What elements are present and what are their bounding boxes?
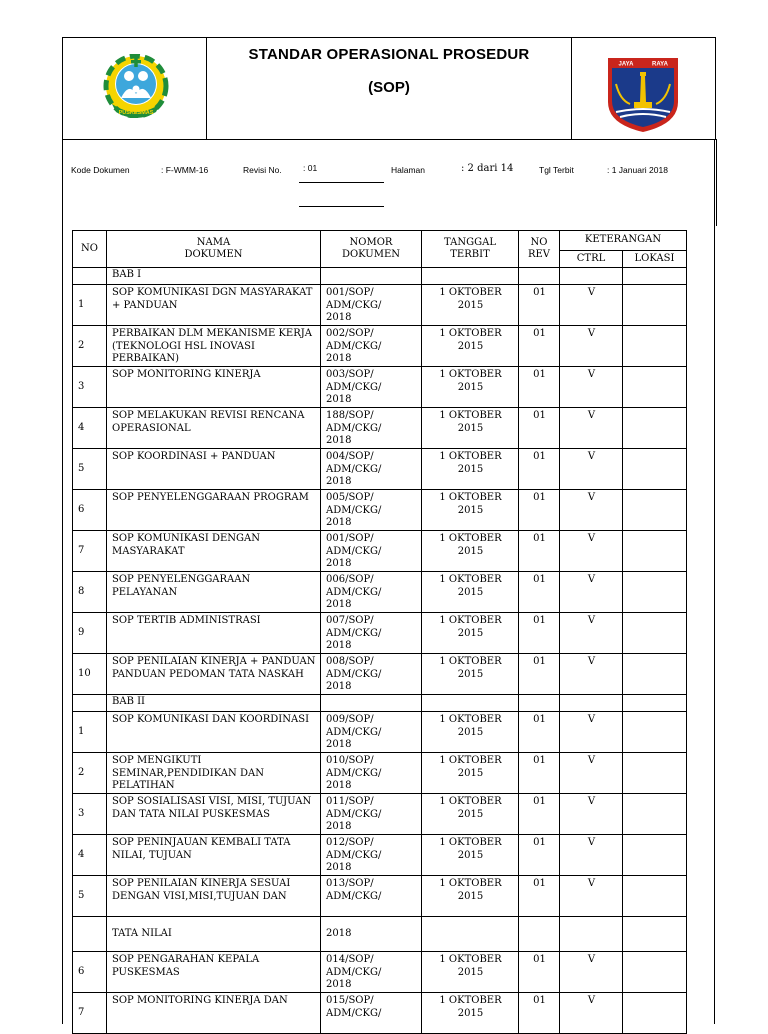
table-row <box>73 835 687 876</box>
row-tanggal-terbit: 1 OKTOBER 2015 <box>422 490 519 531</box>
row-no-rev: 01 <box>519 654 560 695</box>
row-tanggal-terbit: 1 OKTOBER 2015 <box>422 876 519 917</box>
row-tanggal-terbit: 1 OKTOBER 2015 <box>422 572 519 613</box>
row-nama-dokumen: TATA NILAI <box>107 917 321 952</box>
row-empty-cell <box>623 917 687 952</box>
row-no: 2 <box>73 753 107 794</box>
row-empty-cell <box>422 917 519 952</box>
table-row <box>73 712 687 753</box>
row-empty-cell <box>422 695 519 712</box>
row-tanggal-terbit: 1 OKTOBER 2015 <box>422 993 519 1034</box>
header-ctrl: CTRL <box>560 251 623 268</box>
row-no-rev: 01 <box>519 326 560 367</box>
row-ctrl: V <box>560 367 623 408</box>
table-row <box>73 695 687 712</box>
row-no: 8 <box>73 572 107 613</box>
row-tanggal-terbit: 1 OKTOBER 2015 <box>422 449 519 490</box>
row-no-rev: 01 <box>519 952 560 993</box>
row-ctrl: V <box>560 794 623 835</box>
row-no: 6 <box>73 952 107 993</box>
row-lokasi <box>623 835 687 876</box>
row-nomor-dokumen: 013/SOP/ ADM/CKG/ <box>321 876 422 917</box>
row-nomor-cell <box>321 268 422 285</box>
revisi-value: : 01 <box>303 163 318 173</box>
table-row <box>73 367 687 408</box>
row-nama-dokumen: SOP PENILAIAN KINERJA SESUAI DENGAN VISI,MISI,TUJUAN DAN <box>107 876 321 917</box>
row-empty-cell <box>519 695 560 712</box>
row-ctrl: V <box>560 531 623 572</box>
row-nomor-dokumen: 006/SOP/ ADM/CKG/ 2018 <box>321 572 422 613</box>
section-label: BAB I <box>107 268 321 285</box>
row-ctrl: V <box>560 285 623 326</box>
row-tanggal-terbit: 1 OKTOBER 2015 <box>422 654 519 695</box>
row-tanggal-terbit: 1 OKTOBER 2015 <box>422 326 519 367</box>
row-no-rev: 01 <box>519 449 560 490</box>
table-row <box>73 490 687 531</box>
row-nama-dokumen: SOP PENYELENGGARAAN PROGRAM <box>107 490 321 531</box>
puskesmas-logo <box>98 54 174 118</box>
row-ctrl: V <box>560 952 623 993</box>
row-tanggal-terbit: 1 OKTOBER 2015 <box>422 531 519 572</box>
row-empty-cell <box>560 268 623 285</box>
row-no: 1 <box>73 285 107 326</box>
row-no: 4 <box>73 408 107 449</box>
halaman-value: : 2 dari 14 <box>461 163 514 174</box>
right-logo-text-right: RAYA <box>652 61 668 68</box>
row-nomor-dokumen: 001/SOP/ ADM/CKG/ 2018 <box>321 531 422 572</box>
row-nomor-dokumen: 009/SOP/ ADM/CKG/ 2018 <box>321 712 422 753</box>
row-nama-dokumen: SOP PENILAIAN KINERJA + PANDUAN PANDUAN PEDOMAN TATA NASKAH <box>107 654 321 695</box>
table-row <box>73 952 687 993</box>
row-nomor-dokumen: 2018 <box>321 917 422 952</box>
row-ctrl: V <box>560 613 623 654</box>
row-no: 5 <box>73 449 107 490</box>
table-row <box>73 654 687 695</box>
row-ctrl: V <box>560 654 623 695</box>
table-row <box>73 572 687 613</box>
row-empty-cell <box>623 695 687 712</box>
row-nomor-dokumen: 011/SOP/ ADM/CKG/ 2018 <box>321 794 422 835</box>
header-keterangan: KETERANGAN <box>560 231 687 251</box>
row-lokasi <box>623 490 687 531</box>
row-nomor-dokumen: 015/SOP/ ADM/CKG/ <box>321 993 422 1034</box>
table-row <box>73 449 687 490</box>
row-tanggal-terbit: 1 OKTOBER 2015 <box>422 285 519 326</box>
row-no-rev: 01 <box>519 490 560 531</box>
row-nama-dokumen: SOP PENYELENGGARAAN PELAYANAN <box>107 572 321 613</box>
row-nama-dokumen: SOP MENGIKUTI SEMINAR,PENDIDIKAN DAN PELATIHAN <box>107 753 321 794</box>
row-no-rev: 01 <box>519 753 560 794</box>
row-nomor-dokumen: 007/SOP/ ADM/CKG/ 2018 <box>321 613 422 654</box>
right-logo-text-left: JAYA <box>618 61 634 68</box>
row-no-cell <box>73 695 107 712</box>
tgl-terbit-label: Tgl Terbit <box>539 165 574 175</box>
row-tanggal-terbit: 1 OKTOBER 2015 <box>422 753 519 794</box>
row-nomor-dokumen: 014/SOP/ ADM/CKG/ 2018 <box>321 952 422 993</box>
row-tanggal-terbit: 1 OKTOBER 2015 <box>422 408 519 449</box>
row-no-rev: 01 <box>519 408 560 449</box>
revisi-label: Revisi No. <box>243 165 282 175</box>
document-list-table <box>72 230 687 1034</box>
row-nomor-dokumen: 004/SOP/ ADM/CKG/ 2018 <box>321 449 422 490</box>
header-nomor-dokumen: NOMOR DOKUMEN <box>321 231 422 268</box>
row-no: 10 <box>73 654 107 695</box>
halaman-label: Halaman <box>391 165 426 175</box>
row-lokasi <box>623 367 687 408</box>
row-ctrl: V <box>560 572 623 613</box>
row-ctrl: V <box>560 712 623 753</box>
revisi-underline <box>299 182 384 183</box>
row-no-rev: 01 <box>519 531 560 572</box>
row-empty-cell <box>422 268 519 285</box>
row-lokasi <box>623 531 687 572</box>
table-row <box>73 993 687 1034</box>
row-no-rev: 01 <box>519 712 560 753</box>
row-no-rev: 01 <box>519 285 560 326</box>
row-no: 2 <box>73 326 107 367</box>
document-info <box>62 139 717 226</box>
row-no: 9 <box>73 613 107 654</box>
row-nomor-dokumen: 188/SOP/ ADM/CKG/ 2018 <box>321 408 422 449</box>
row-nama-dokumen: SOP SOSIALISASI VISI, MISI, TUJUAN DAN TATA NILAI PUSKESMAS <box>107 794 321 835</box>
row-nomor-dokumen: 003/SOP/ ADM/CKG/ 2018 <box>321 367 422 408</box>
table-row <box>73 794 687 835</box>
row-nomor-dokumen: 005/SOP/ ADM/CKG/ 2018 <box>321 490 422 531</box>
table-row <box>73 917 687 952</box>
table-row <box>73 753 687 794</box>
row-ctrl: V <box>560 449 623 490</box>
revisi-underline-2 <box>299 206 384 207</box>
row-nama-dokumen: SOP KOMUNIKASI DAN KOORDINASI <box>107 712 321 753</box>
table-row <box>73 268 687 285</box>
row-lokasi <box>623 753 687 794</box>
row-nomor-dokumen: 010/SOP/ ADM/CKG/ 2018 <box>321 753 422 794</box>
table-row <box>73 613 687 654</box>
document-title: STANDAR OPERASIONAL PROSEDUR <box>248 46 530 63</box>
document-subtitle: (SOP) <box>368 79 410 96</box>
row-no: 1 <box>73 712 107 753</box>
row-no: 6 <box>73 490 107 531</box>
header-no: NO <box>73 231 107 268</box>
row-ctrl: V <box>560 753 623 794</box>
section-label: BAB II <box>107 695 321 712</box>
row-no-rev: 01 <box>519 876 560 917</box>
row-ctrl: V <box>560 993 623 1034</box>
row-nomor-dokumen: 001/SOP/ ADM/CKG/ 2018 <box>321 285 422 326</box>
row-no-rev: 01 <box>519 993 560 1034</box>
row-ctrl: V <box>560 876 623 917</box>
row-nama-dokumen: SOP TERTIB ADMINISTRASI <box>107 613 321 654</box>
row-nomor-cell <box>321 695 422 712</box>
row-tanggal-terbit: 1 OKTOBER 2015 <box>422 367 519 408</box>
row-empty-cell <box>623 268 687 285</box>
row-lokasi <box>623 712 687 753</box>
jakarta-coat-of-arms-logo <box>606 56 680 134</box>
table-row <box>73 408 687 449</box>
row-nama-dokumen: SOP MONITORING KINERJA DAN <box>107 993 321 1034</box>
row-nama-dokumen: SOP MONITORING KINERJA <box>107 367 321 408</box>
row-nama-dokumen: SOP KOORDINASI + PANDUAN <box>107 449 321 490</box>
row-lokasi <box>623 408 687 449</box>
row-empty-cell <box>560 695 623 712</box>
row-ctrl: V <box>560 490 623 531</box>
row-no-rev: 01 <box>519 367 560 408</box>
row-nama-dokumen: SOP KOMUNIKASI DENGAN MASYARAKAT <box>107 531 321 572</box>
row-lokasi <box>623 326 687 367</box>
row-nomor-dokumen: 002/SOP/ ADM/CKG/ 2018 <box>321 326 422 367</box>
row-tanggal-terbit: 1 OKTOBER 2015 <box>422 794 519 835</box>
row-no-rev: 01 <box>519 613 560 654</box>
row-no-rev: 01 <box>519 572 560 613</box>
row-nama-dokumen: PERBAIKAN DLM MEKANISME KERJA (TEKNOLOGI HSL INOVASI PERBAIKAN) <box>107 326 321 367</box>
row-nama-dokumen: SOP PENINJAUAN KEMBALI TATA NILAI, TUJUAN <box>107 835 321 876</box>
row-lokasi <box>623 449 687 490</box>
kode-dokumen-label: Kode Dokumen <box>71 165 130 175</box>
row-no: 5 <box>73 876 107 917</box>
row-nama-dokumen: SOP MELAKUKAN REVISI RENCANA OPERASIONAL <box>107 408 321 449</box>
row-tanggal-terbit: 1 OKTOBER 2015 <box>422 712 519 753</box>
row-empty-cell <box>519 268 560 285</box>
table-row <box>73 876 687 917</box>
row-tanggal-terbit: 1 OKTOBER 2015 <box>422 613 519 654</box>
row-no: 3 <box>73 794 107 835</box>
table-row <box>73 326 687 367</box>
header-no-rev: NO REV <box>519 231 560 268</box>
row-lokasi <box>623 794 687 835</box>
row-empty-cell <box>519 917 560 952</box>
row-empty-cell <box>560 917 623 952</box>
row-no: 4 <box>73 835 107 876</box>
row-tanggal-terbit: 1 OKTOBER 2015 <box>422 952 519 993</box>
row-no: 7 <box>73 531 107 572</box>
kode-dokumen-value: : F-WMM-16 <box>161 165 209 175</box>
document-header <box>62 37 716 140</box>
table-row <box>73 531 687 572</box>
tgl-terbit-value: : 1 Januari 2018 <box>607 165 668 175</box>
row-lokasi <box>623 993 687 1034</box>
row-no-rev: 01 <box>519 835 560 876</box>
row-lokasi <box>623 952 687 993</box>
row-ctrl: V <box>560 326 623 367</box>
header-lokasi: LOKASI <box>623 251 687 268</box>
row-lokasi <box>623 654 687 695</box>
row-no: 7 <box>73 993 107 1034</box>
row-no-rev: 01 <box>519 794 560 835</box>
row-nomor-dokumen: 012/SOP/ ADM/CKG/ 2018 <box>321 835 422 876</box>
row-tanggal-terbit: 1 OKTOBER 2015 <box>422 835 519 876</box>
row-no-cell <box>73 917 107 952</box>
row-ctrl: V <box>560 408 623 449</box>
header-tanggal-terbit: TANGGAL TERBIT <box>422 231 519 268</box>
row-lokasi <box>623 613 687 654</box>
row-lokasi <box>623 285 687 326</box>
left-logo-text: PUSKESMAS <box>118 110 154 116</box>
row-nama-dokumen: SOP PENGARAHAN KEPALA PUSKESMAS <box>107 952 321 993</box>
row-no-cell <box>73 268 107 285</box>
row-no: 3 <box>73 367 107 408</box>
row-nama-dokumen: SOP KOMUNIKASI DGN MASYARAKAT + PANDUAN <box>107 285 321 326</box>
row-ctrl: V <box>560 835 623 876</box>
row-nomor-dokumen: 008/SOP/ ADM/CKG/ 2018 <box>321 654 422 695</box>
row-lokasi <box>623 876 687 917</box>
row-lokasi <box>623 572 687 613</box>
header-nama-dokumen: NAMA DOKUMEN <box>107 231 321 268</box>
table-row <box>73 285 687 326</box>
